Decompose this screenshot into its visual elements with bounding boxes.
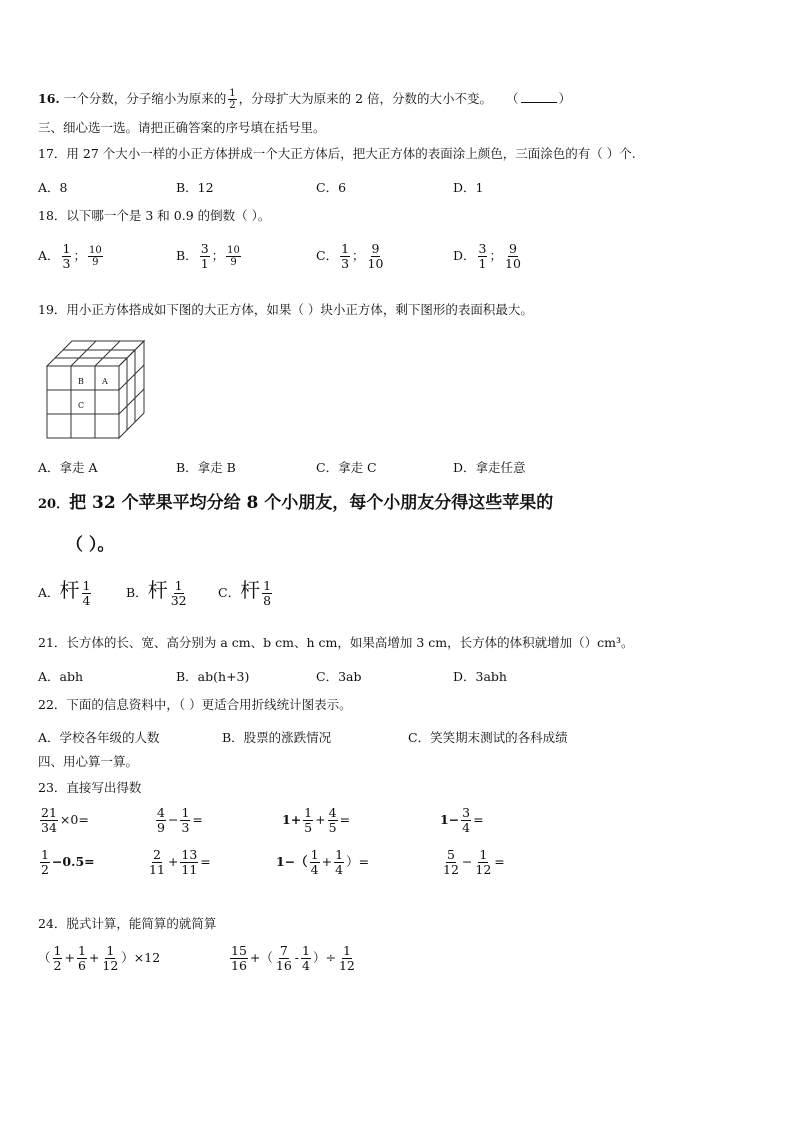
option-c[interactable]: C．杆 $\frac{1}{8}$ — [218, 578, 272, 608]
cube-label-c: C — [78, 401, 85, 410]
option-a[interactable]: A．学校各年级的人数 — [38, 730, 160, 745]
option-c[interactable]: C．笑笑期末测试的各科成绩 — [408, 730, 568, 745]
expression: $\frac{21}{34}$ ×0= — [41, 805, 89, 835]
option-a[interactable]: A． $\frac{1}{3}$ ； $\frac{10}{9}$ — [38, 241, 102, 271]
option-b[interactable]: B．ab(h+3) — [176, 669, 250, 684]
expression: $\frac{2}{11}$ + $\frac{13}{11}$ = — [149, 847, 211, 877]
cube-label-b: B — [78, 377, 84, 386]
question-number: 16. — [38, 91, 60, 106]
question-18: 18．以下哪一个是 3 和 0.9 的倒数（ ）。 — [38, 208, 271, 223]
question-22: 22．下面的信息资料中，（ ）更适合用折线统计图表示。 — [38, 697, 352, 712]
answer-blank[interactable]: （ ）。 — [66, 535, 115, 555]
answer-blank[interactable] — [521, 90, 557, 103]
expression: $\frac{15}{16}$ +（ $\frac{7}{16}$ - $\frac{1}{4}$ ）÷ $\frac{1}{12}$ — [231, 943, 355, 973]
option-b[interactable]: B．12 — [176, 180, 214, 195]
option-b[interactable]: B． $\frac{3}{1}$ ； $\frac{10}{9}$ — [176, 241, 240, 271]
cube-diagram — [44, 338, 152, 442]
expression: $\frac{1}{2}$ −0.5= — [41, 847, 95, 877]
question-23: 23．直接写出得数 — [38, 780, 142, 795]
expression: $\frac{4}{9}$ − $\frac{1}{3}$ = — [157, 805, 203, 835]
expression: $\frac{5}{12}$ − $\frac{1}{12}$ = — [443, 847, 505, 877]
option-c[interactable]: C．3ab — [316, 669, 362, 684]
option-c[interactable]: C． $\frac{1}{3}$ ； $\frac{9}{10}$ — [316, 241, 384, 271]
option-b[interactable]: B．拿走 B — [176, 460, 236, 475]
option-d[interactable]: D．3abh — [453, 669, 507, 684]
fraction: $\frac{1}{2}$ — [229, 88, 236, 111]
expression: 1− $\frac{3}{4}$ = — [440, 805, 484, 835]
section-heading: 四、用心算一算。 — [38, 754, 139, 769]
section-heading: 三、细心选一选。请把正确答案的序号填在括号里。 — [38, 120, 326, 135]
option-a[interactable]: A．拿走 A — [38, 460, 98, 475]
question-21: 21．长方体的长、宽、高分别为 a cm、b cm、h cm，如果高增加 3 cm，长方体的体积就增加（）cm³。 — [38, 635, 634, 650]
expression: 1+ $\frac{1}{5}$ + $\frac{4}{5}$ = — [282, 805, 351, 835]
option-a[interactable]: A．8 — [38, 180, 68, 195]
question-text: 一个分数，分子缩小为原来的 — [63, 91, 227, 106]
option-c[interactable]: C．6 — [316, 180, 347, 195]
question-19: 19．用小正方体搭成如下图的大正方体，如果（ ）块小正方体，剩下图形的表面积最大。 — [38, 302, 533, 317]
option-d[interactable]: D．拿走任意 — [453, 460, 526, 475]
cube-label-a: A — [102, 377, 108, 386]
expression: 1−（ $\frac{1}{4}$ + $\frac{1}{4}$ ）= — [276, 847, 370, 877]
question-17: 17．用 27 个大小一样的小正方体拼成一个大正方体后，把大正方体的表面涂上颜色，三面涂色的有（ ）个. — [38, 146, 636, 161]
option-a[interactable]: A．杆 $\frac{1}{4}$ — [38, 578, 91, 608]
option-a[interactable]: A．abh — [38, 669, 84, 684]
option-b[interactable]: B．杆 $\frac{1}{32}$ — [126, 578, 187, 608]
option-d[interactable]: D．1 — [453, 180, 484, 195]
option-d[interactable]: D． $\frac{3}{1}$ ； $\frac{9}{10}$ — [453, 241, 521, 271]
option-c[interactable]: C．拿走 C — [316, 460, 377, 475]
question-16: 16. 一个分数，分子缩小为原来的 $\frac{1}{2}$ ，分母扩大为原来的 2 倍，分数的大小不变。 （ ） — [38, 88, 572, 111]
expression: （ $\frac{1}{2}$ + $\frac{1}{6}$ + $\frac{1}{12}$ ）×12 — [38, 943, 161, 973]
question-24: 24．脱式计算，能简算的就简算 — [38, 916, 217, 931]
option-b[interactable]: B．股票的涨跌情况 — [222, 730, 332, 745]
question-20: 20．把 32 个苹果平均分给 8 个小朋友，每个小朋友分得这些苹果的 — [38, 493, 554, 513]
